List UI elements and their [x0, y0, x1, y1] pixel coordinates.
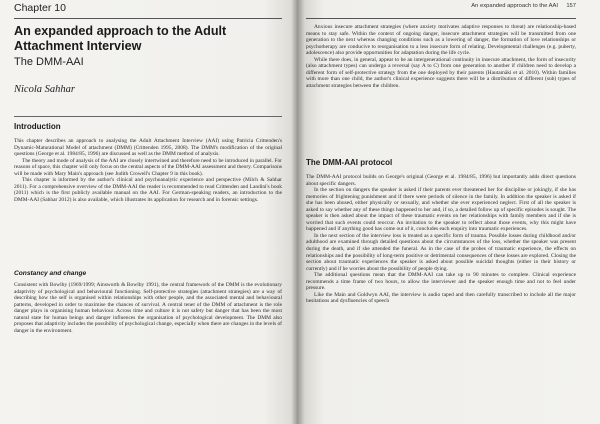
left-page	[0, 0, 292, 424]
chapter-label: Chapter 10	[14, 2, 66, 14]
paragraph: Like the Main and Goldwyn AAI, the interview is audio taped and then carefully transcribed to include all the major hesitations and dysfluencies of speech	[306, 291, 576, 305]
paragraph: This chapter describes an approach to analysing the Adult Attachment Interview (AAI) using Patricia Crittenden's Dynamic-Maturational Model of attachment (DMM) (Crittenden 1995, 2008). The DMM's modification of the original questions (George et al. 1984/85, 1996) are discussed as well as the DMM method of analysis.	[14, 138, 282, 158]
protocol-heading: The DMM-AAI protocol	[306, 158, 393, 167]
running-head-title: An expanded approach to the AAI	[471, 3, 558, 9]
chapter-author: Nicola Sahhar	[14, 84, 75, 95]
chapter-title: An expanded approach to the Adult Attachment Interview	[14, 24, 227, 53]
running-header	[306, 0, 576, 19]
protocol-body	[306, 174, 576, 305]
chapter-header	[14, 0, 282, 19]
paragraph: The DMM-AAI protocol builds on George's original (George et al. 1984/85, 1996) but importantly adds direct questions about specific dangers.	[306, 174, 576, 187]
constancy-heading: Constancy and change	[14, 270, 87, 277]
paragraph: This chapter is informed by the author's clinical and psychoanalytic experience and perspective (Milch & Sahhar 2011). For a comprehensive overview of the DMM-AAI the reader is recommended to read Crittenden and Landini's book (2011) which is the first publicly available manual on the AAI. For German-speaking readers, an introduction to the DMM-AAI (Sahhar 2012) is also available, which illustrates its application for research and in forensic settings.	[14, 177, 282, 203]
introduction-heading: Introduction	[14, 122, 61, 131]
introduction-body	[14, 138, 282, 203]
right-page	[306, 0, 600, 424]
constancy-body	[14, 282, 282, 334]
page-number: 157	[566, 3, 576, 9]
paragraph: The additional questions mean that the DMM-AAI can take up to 90 minutes to complete. Clinical experience recommends a time frame of two hours, to allow the interviewer and the speaker enough time and not to feel under pressure.	[306, 272, 576, 292]
paragraph: Consistent with Bowlby (1969/1999; Ainsworth & Bowlby 1991), the central framework of the DMM is the evolutionary adaptivity of psychological and behavioural functioning. Self-protective strategies (attachment strategies) are a way of describing how the self is organised within relationships with other people, and the associated mental and behavioural patterns, developed in order to maximise the chances of survival. A central tenet of the DMM of attachment is the role danger plays in organising human behaviour. Across time and culture it is not safety but danger that has been the most natural state for human beings and danger influences the organisation of psychological development. The DMM also proposes that adaptivity includes the possibility of psychological change, especially when there are changes in the levels of danger in the environment.	[14, 282, 282, 334]
paragraph: In the next section of the interview loss is treated as a specific form of trauma. Possible losses during childhood and/or adulthood are examined through detailed questions about the circumstances of the loss, whether the speaker was present during the death, and if she attended the funeral. As in the case of the probes of traumatic experience, the effects on relationships and the possibility of long-term positive or detrimental consequences of these losses are explored. Closing the section about traumatic experiences the speaker is asked about possible suicidal thoughts (either in their history or currently) and if he worries about the possibility of people dying.	[306, 232, 576, 272]
chapter-subtitle: The DMM-AAI	[14, 56, 84, 68]
section-divider	[14, 116, 282, 117]
paragraph: In the section on dangers the speaker is asked if their parents ever threatened her for discipline or jokingly, if she has memories of frightening punishment and if there were periods of silence in the family. In addition the speaker is asked if she has been abused, either physically or sexually, and whether she ever experienced neglect. First of all the speaker is asked to say whether any of these things happened to her and, if so, a detailed follow up of specific episodes is sought. The speaker is then asked about the impact of these traumatic events on her relationships with family members and if she is worried that such events could reoccur. An invitation to the speaker to reflect about those events, why this might have happened and if anything good has come out of it, concludes each enquiry into traumatic experiences.	[306, 187, 576, 233]
paragraph: Anxious insecure attachment strategies (where anxiety motivates adaptive responses to threat) are relationship-based means to stay safe. Within the context of ongoing danger, insecure attachment strategies will be transmitted from one generation to the next whereas changing conditions such as a lowering of danger, the formation of love relationships or psychotherapy are conducive to reorganisation to a less insecure form of relating. Developmental challenges (e.g. puberty, adolescence) also provide opportunities for adaptation during the life cycle.	[306, 24, 576, 57]
right-top-body	[306, 24, 576, 89]
paragraph: The theory and mode of analysis of the AAI are closely intertwined and therefore need to be introduced in parallel. For reasons of space, this chapter will only focus on the central aspects of the DMM-AAI assessment and theory. Comparisons will be made with Mary Main's approach (see Judith Crowell's Chapter 9 in this book).	[14, 157, 282, 177]
paragraph: While there does, in general, appear to be an intergenerational continuity in insecure attachment, the form of insecurity (also attachment types) can undergo a reversal (say A to C) from one generation to another if children need to develop a different form of self-protective strategy from the one deployed by their parents (Hautamäki et al. 2010). Within families with more than one child, the author's clinical experience suggests there will be a distribution of different (sub) types of attachment strategies between the children.	[306, 56, 576, 89]
